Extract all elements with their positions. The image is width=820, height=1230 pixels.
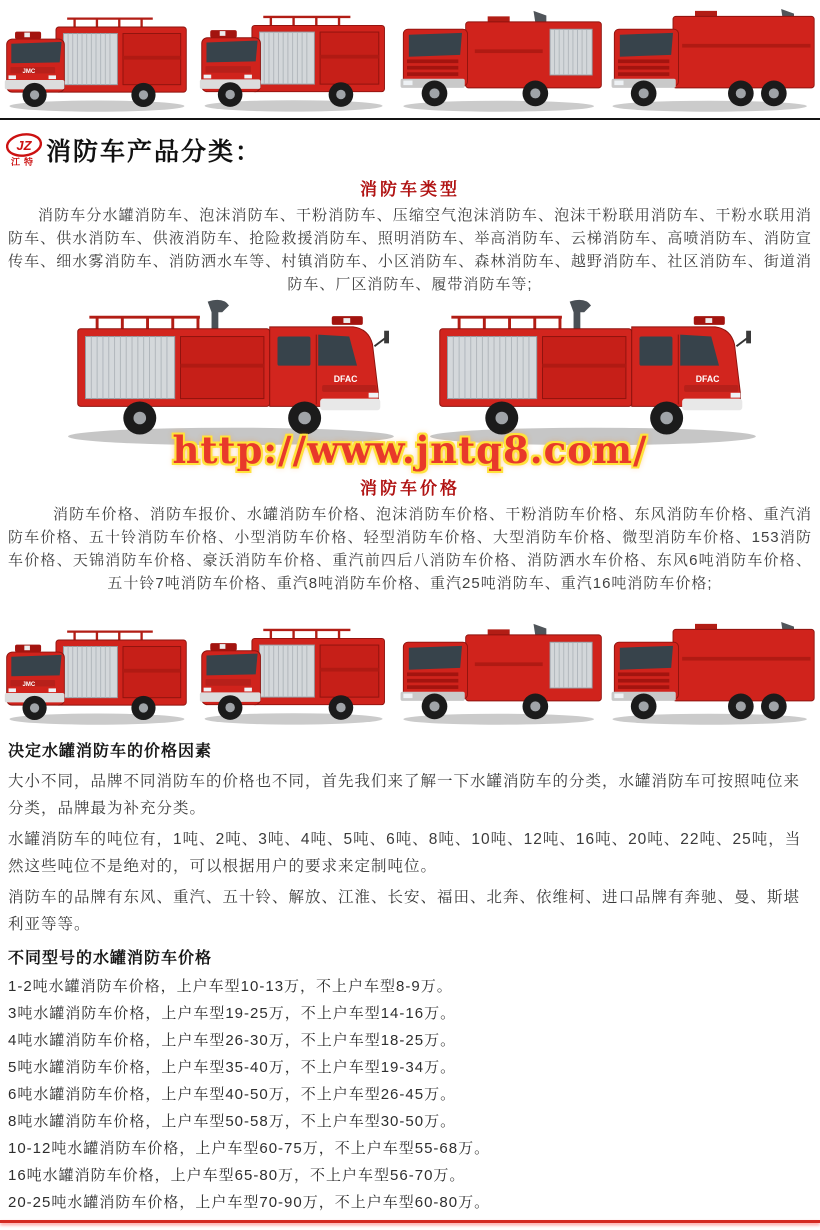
fire-truck-image-jmc <box>2 3 197 118</box>
heading-truck-types: 消防车类型 <box>360 180 460 199</box>
page-title: 消防车产品分类： <box>46 137 263 166</box>
price-line: 4吨水罐消防车价格，上户车型26-30万，不上户车型18-25万。 <box>8 1032 457 1049</box>
truck-photo-row-middle <box>0 300 820 472</box>
paragraph-brands: 消防车的品牌有东风、重汽、五十铃、解放、江淮、长安、福田、北奔、依维柯、进口品牌有奔驰、曼、斯堪利亚等等。 <box>8 889 801 933</box>
price-line: 1-2吨水罐消防车价格，上户车型10-13万，不上户车型8-9万。 <box>8 978 453 995</box>
fire-truck-image-jmc-2 <box>2 616 197 731</box>
price-line: 20-25吨水罐消防车价格，上户车型70-90万，不上户车型60-80万。 <box>8 1194 491 1211</box>
heading-truck-prices: 消防车价格 <box>360 479 460 498</box>
fire-truck-image-dfac-2 <box>416 290 766 450</box>
truck-badge: JMC <box>22 682 36 689</box>
fire-truck-image-dfac-1 <box>54 290 404 450</box>
heading-model-prices: 不同型号的水罐消防车价格 <box>8 950 213 967</box>
truck-badge: DFAC <box>695 374 720 385</box>
price-line: 8吨水罐消防车价格，上户车型50-58万，不上户车型30-50万。 <box>8 1113 457 1130</box>
price-line: 5吨水罐消防车价格，上户车型35-40万，不上户车型19-34万。 <box>8 1059 457 1076</box>
bottom-rule <box>0 1220 820 1223</box>
price-line: 16吨水罐消防车价格，上户车型65-80万，不上户车型56-70万。 <box>8 1167 466 1184</box>
truck-photo-row-bottom <box>0 603 820 731</box>
paragraph-price-factors: 大小不同，品牌不同消防车的价格也不同，首先我们来了解一下水罐消防车的分类，水罐消防车可按照吨位来分类，品牌最为补充分类。 <box>8 773 801 817</box>
truck-badge: DFAC <box>333 374 358 385</box>
price-line: 10-12吨水罐消防车价格，上户车型60-75万，不上户车型55-68万。 <box>8 1140 491 1157</box>
paragraph-tonnage: 水罐消防车的吨位有，1吨、2吨、3吨、4吨、5吨、6吨、8吨、10吨、12吨、16吨、20吨、22吨、25吨，当然这些吨位不是绝对的，可以根据用户的要求来定制吨位。 <box>8 831 802 875</box>
fire-truck-image-howo-heavy <box>607 0 818 118</box>
fire-truck-image-howo-heavy-2 <box>607 613 818 731</box>
jiangte-logo-icon <box>4 131 44 169</box>
page-header <box>0 120 820 172</box>
svg-text:JZ: JZ <box>16 137 32 153</box>
website-url-watermark: http://www.jntq8.com/ <box>172 428 648 472</box>
paragraph-truck-prices: 消防车价格、消防车报价、水罐消防车价格、泡沫消防车价格、干粉消防车价格、东风消防车价格、重汽消防车价格、五十铃消防车价格、小型消防车价格、轻型消防车价格、大型消防车价格、微型消防车价格、153消防车价格、天锦消防车价格、豪沃消防车价格、重汽前四后八消防车价格、消防洒水车价格、东风6吨消防车价格、五十铃7吨消防车价格、重汽8吨消防车价格、重汽25吨消防车、重汽16吨消防车价格; <box>8 506 812 592</box>
fire-truck-image-howo-2 <box>396 613 607 731</box>
fire-truck-image-isuzu-2 <box>197 614 396 731</box>
truck-badge: JMC <box>22 69 36 76</box>
price-list <box>0 973 820 1216</box>
truck-photo-row-top <box>0 0 820 118</box>
svg-text:江特: 江特 <box>10 156 38 167</box>
paragraph-truck-types: 消防车分水罐消防车、泡沫消防车、干粉消防车、压缩空气泡沫消防车、泡沫干粉联用消防车、干粉水联用消防车、供水消防车、供液消防车、抢险救援消防车、照明消防车、举高消防车、云梯消防车、高喷消防车、消防宣传车、细水雾消防车、消防洒水车等、村镇消防车、小区消防车、森林消防车、越野消防车、社区消防车、街道消防车、厂区消防车、履带消防车等; <box>8 207 812 293</box>
fire-truck-image-howo <box>396 0 607 118</box>
heading-price-factors: 决定水罐消防车的价格因素 <box>8 743 213 760</box>
price-line: 3吨水罐消防车价格，上户车型19-25万，不上户车型14-16万。 <box>8 1005 457 1022</box>
price-line: 6吨水罐消防车价格，上户车型40-50万，不上户车型26-45万。 <box>8 1086 457 1103</box>
fire-truck-image-isuzu <box>197 1 396 118</box>
